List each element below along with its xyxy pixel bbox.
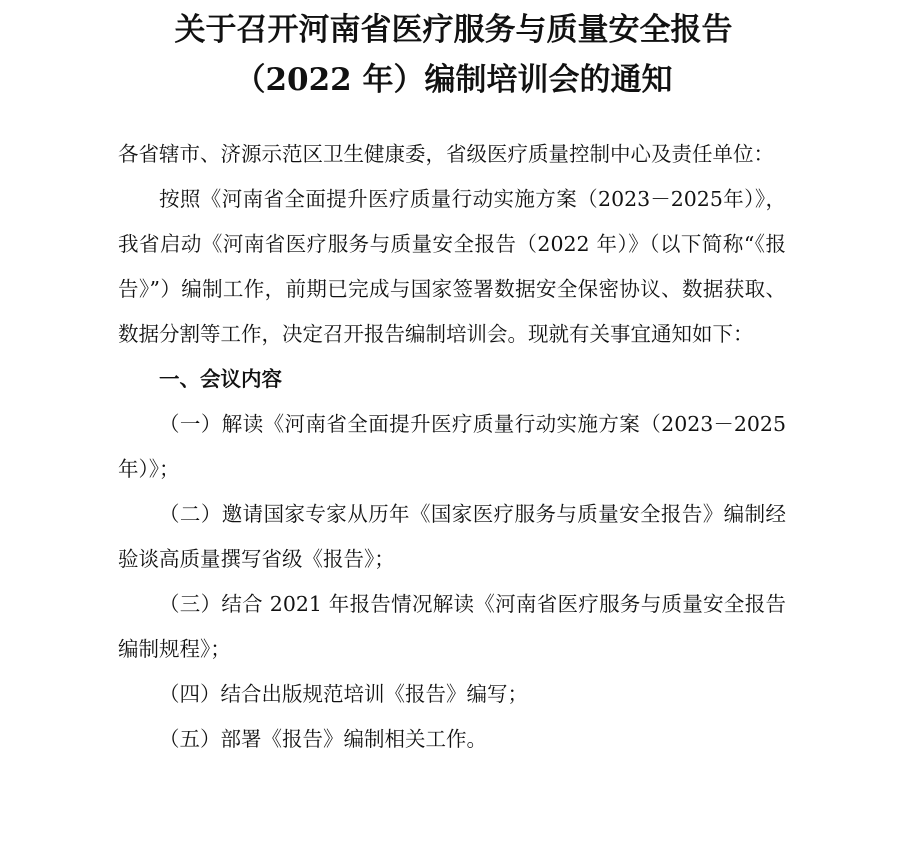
document-title-line-1: 关于召开河南省医疗服务与质量安全报告: [174, 12, 733, 48]
list-item: （五）部署《报告》编制相关工作。: [159, 727, 487, 751]
document-title-line-2: （2022 年）编制培训会的通知: [234, 62, 673, 98]
section-heading-meeting-content: 一、会议内容: [159, 367, 282, 391]
list-item: （三）结合 2021 年报告情况解读《河南省医疗服务与质量安全报告编制规程》；: [118, 592, 786, 661]
salutation: 各省辖市、济源示范区卫生健康委，省级医疗质量控制中心及责任单位：: [118, 142, 774, 166]
list-item: （一）解读《河南省全面提升医疗质量行动实施方案（2023－2025 年）》；: [118, 412, 786, 481]
list-item: （四）结合出版规范培训《报告》编写；: [159, 682, 528, 706]
list-item: （二）邀请国家专家从历年《国家医疗服务与质量安全报告》编制经验谈高质量撰写省级《报告》；: [118, 502, 786, 571]
document-body: [118, 132, 786, 762]
intro-paragraph: 按照《河南省全面提升医疗质量行动实施方案（2023－2025年）》，我省启动《河南省医疗服务与质量安全报告（2022 年）》（以下简称“《报告》”）编制工作，前期已完成与国家签署数据安全保密协议、数据获取、数据分割等工作，决定召开报告编制培训会。现就有关事宜通知如下：: [118, 187, 786, 346]
